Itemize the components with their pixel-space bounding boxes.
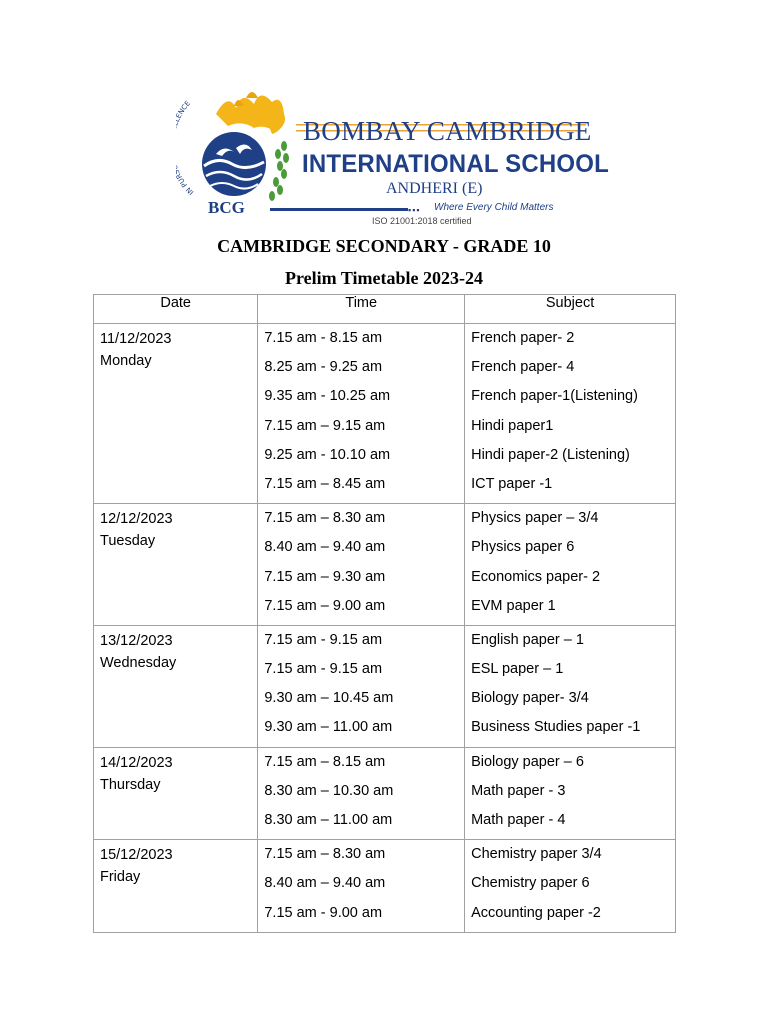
school-tagline: Where Every Child Matters	[434, 202, 554, 213]
time-slot: 8.30 am – 10.30 am	[264, 782, 394, 799]
time-slot: 7.15 am – 8.30 am	[264, 846, 386, 863]
time-slot: 7.15 am – 8.45 am	[264, 475, 386, 492]
subject-entry: Economics paper- 2	[471, 568, 601, 585]
subject-entry: Chemistry paper 6	[471, 875, 590, 892]
time-slot: 9.25 am - 10.10 am	[264, 446, 391, 463]
school-name-line2: INTERNATIONAL SCHOOL	[302, 150, 609, 178]
time-slot: 8.40 am – 9.40 am	[264, 875, 386, 892]
column-header-time: Time	[258, 295, 465, 324]
time-slot: 7.15 am – 8.30 am	[264, 510, 386, 527]
iso-certification: ISO 21001:2018 certified	[372, 216, 472, 226]
time-cell	[258, 625, 465, 747]
exam-day: Thursday	[100, 776, 161, 793]
exam-date: 13/12/2023	[100, 632, 173, 649]
time-cell	[258, 324, 465, 504]
svg-text:IN PURSUIT OF EXCELLENCE	[176, 99, 195, 196]
date-cell	[94, 747, 258, 840]
page-title: CAMBRIDGE SECONDARY - GRADE 10	[217, 236, 551, 256]
time-slot: 9.30 am – 10.45 am	[264, 690, 394, 707]
subject-entry: Chemistry paper 3/4	[471, 846, 602, 863]
time-slot: 7.15 am – 9.00 am	[264, 597, 386, 614]
logo-arc-text: IN PU NCE	[176, 99, 196, 197]
subject-entry: French paper- 4	[471, 359, 575, 376]
subject-cell	[465, 747, 676, 840]
school-name-line1: BOMBAY CAMBRIDGE	[303, 116, 592, 146]
exam-date: 12/12/2023	[100, 511, 173, 528]
header-dots: ▪▪▪	[408, 205, 421, 215]
time-slot: 7.15 am - 9.00 am	[264, 904, 383, 921]
time-slot: 7.15 am – 8.15 am	[264, 753, 386, 770]
exam-day: Monday	[100, 353, 152, 369]
table-row	[94, 625, 676, 747]
time-slot: 7.15 am - 9.15 am	[264, 631, 383, 648]
exam-date: 14/12/2023	[100, 754, 173, 771]
subject-cell	[465, 324, 676, 504]
time-slot: 7.15 am – 9.30 am	[264, 568, 386, 585]
subject-entry: Hindi paper1	[471, 417, 554, 434]
table-row	[94, 840, 676, 933]
subject-entry: Biology paper – 6	[471, 753, 584, 770]
subject-cell	[465, 504, 676, 626]
subject-entry: ESL paper – 1	[471, 661, 564, 678]
time-slot: 7.15 am - 9.15 am	[264, 661, 383, 678]
subject-cell	[465, 625, 676, 747]
column-header-subject: Subject	[465, 295, 676, 324]
subject-entry: French paper-1(Listening)	[471, 388, 638, 405]
subject-entry: Hindi paper-2 (Listening)	[471, 446, 630, 463]
column-header-date: Date	[94, 295, 258, 324]
subject-cell	[465, 840, 676, 933]
time-slot: 8.30 am – 11.00 am	[264, 812, 393, 828]
time-slot: 7.15 am - 8.15 am	[264, 330, 383, 346]
page-subtitle: Prelim Timetable 2023-24	[285, 268, 483, 288]
exam-day: Wednesday	[100, 654, 177, 671]
subject-entry: English paper – 1	[471, 631, 584, 648]
exam-day: Friday	[100, 869, 141, 886]
timetable	[93, 294, 676, 933]
logo-bcg-text: BCG	[208, 198, 245, 217]
subject-entry: Business Studies paper -1	[471, 719, 641, 736]
date-cell	[94, 840, 258, 933]
school-location: ANDHERI (E)	[386, 180, 483, 197]
subject-entry: ICT paper -1	[471, 475, 553, 492]
subject-entry: Math paper - 3	[471, 782, 566, 799]
time-slot: 7.15 am – 9.15 am	[264, 417, 386, 434]
date-cell	[94, 625, 258, 747]
subject-entry: Math paper - 4	[471, 812, 566, 828]
subject-entry: French paper- 2	[471, 330, 575, 346]
table-header-row	[94, 295, 676, 324]
subject-entry: Biology paper- 3/4	[471, 690, 589, 707]
time-slot: 9.30 am – 11.00 am	[264, 719, 393, 736]
date-cell	[94, 324, 258, 504]
time-slot: 8.25 am - 9.25 am	[264, 359, 383, 376]
time-cell	[258, 504, 465, 626]
time-slot: 9.35 am - 10.25 am	[264, 388, 391, 405]
table-row	[94, 324, 676, 504]
exam-day: Tuesday	[100, 533, 156, 550]
exam-date: 11/12/2023	[100, 331, 172, 347]
time-slot: 8.40 am – 9.40 am	[264, 539, 386, 556]
subject-entry: Physics paper 6	[471, 539, 575, 556]
exam-date: 15/12/2023	[100, 847, 173, 864]
table-row	[94, 504, 676, 626]
subject-entry: Physics paper – 3/4	[471, 510, 599, 527]
date-cell	[94, 504, 258, 626]
time-cell	[258, 747, 465, 840]
subject-entry: Accounting paper -2	[471, 904, 601, 921]
header-rule	[270, 208, 408, 211]
time-cell	[258, 840, 465, 933]
subject-entry: EVM paper 1	[471, 597, 556, 614]
table-row	[94, 747, 676, 840]
